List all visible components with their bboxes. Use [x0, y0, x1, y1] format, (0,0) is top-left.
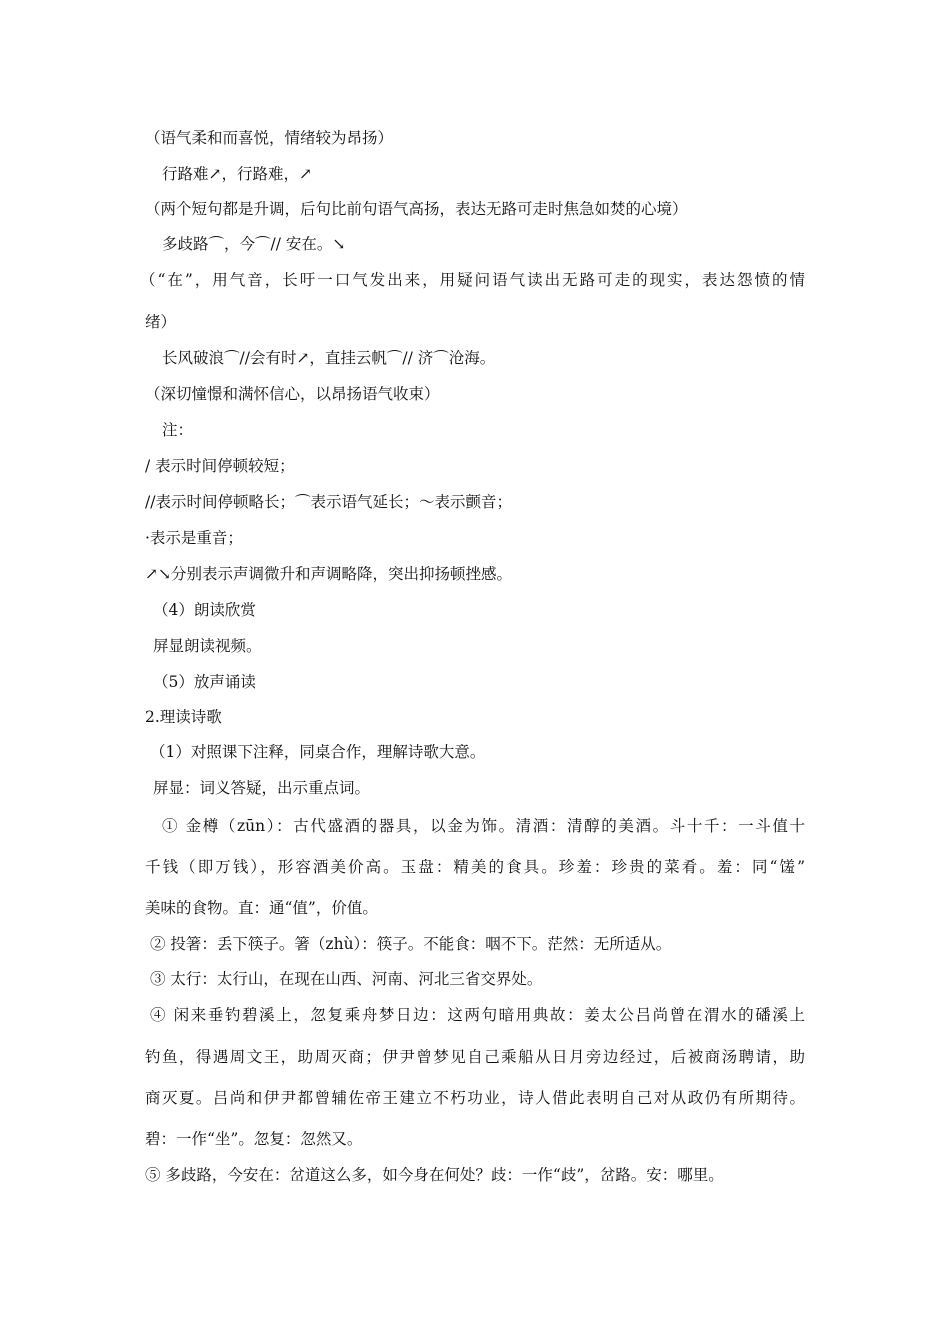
text-line-14: （4）朗读欣赏 [153, 601, 256, 619]
text-line-17: 2.理读诗歌 [145, 708, 222, 726]
text-line-22: 美味的食物。直：通“值”，价值。 [145, 899, 378, 917]
text-line-23: ② 投箸：丢下筷子。箸（zhù）：筷子。不能食：咽不下。茫然：无所适从。 [150, 935, 672, 953]
text-line-29: ⑤ 多歧路，今安在：岔道这么多，如今身在何处？歧：一作“歧”，岔路。安：哪里。 [145, 1166, 724, 1184]
text-line-21: 千钱（即万钱），形容酒美价高。玉盘：精美的食具。珍羞：珍贵的菜肴。羞：同“馐” [145, 858, 805, 876]
text-line-16: （5）放声诵读 [153, 673, 256, 691]
text-line-10: / 表示时间停顿较短； [145, 457, 295, 475]
text-line-28: 碧：一作“坐”。忽复：忽然又。 [145, 1130, 363, 1148]
text-line-18: （1）对照课下注释，同桌合作，理解诗歌大意。 [150, 743, 486, 761]
text-line-1: （语气柔和而喜悦，情绪较为昂扬） [145, 129, 394, 147]
text-line-4: 多歧路⌒，今⌒// 安在。↘ [162, 235, 346, 253]
text-line-20: ① 金樽（zūn）：古代盛酒的器具，以金为饰。清酒：清醇的美酒。斗十千：一斗值十 [162, 817, 805, 835]
text-line-6: 绪） [145, 313, 177, 331]
text-line-3: （两个短句都是升调，后句比前句语气高扬，表达无路可走时焦急如焚的心境） [145, 200, 688, 218]
text-line-8: （深切憧憬和满怀信心，以昂扬语气收束） [145, 385, 440, 403]
text-line-15: 屏显朗读视频。 [153, 637, 262, 655]
text-line-13: ↗↘分别表示声调微升和声调略降，突出抑扬顿挫感。 [145, 565, 512, 583]
text-line-27: 商灭夏。吕尚和伊尹都曾辅佐帝王建立不朽功业，诗人借此表明自己对从政仍有所期待。 [145, 1089, 805, 1107]
text-line-7: 长风破浪⌒//会有时↗，直挂云帆⌒// 济⌒沧海。 [162, 349, 496, 367]
text-line-11: //表示时间停顿略长；⌒表示语气延长；～表示颤音； [145, 493, 512, 511]
text-line-19: 屏显：词义答疑，出示重点词。 [153, 779, 371, 797]
text-line-5: （“在”，用气音，长吁一口气发出来，用疑问语气读出无路可走的现实，表达怨愤的情 [140, 271, 805, 289]
text-line-9: 注： [162, 421, 194, 439]
text-line-12: ·表示是重音； [145, 529, 243, 547]
text-line-25: ④ 闲来垂钓碧溪上，忽复乘舟梦日边：这两句暗用典故：姜太公吕尚曾在渭水的磻溪上 [150, 1006, 805, 1024]
text-line-24: ③ 太行：太行山，在现在山西、河南、河北三省交界处。 [150, 970, 543, 988]
text-line-26: 钓鱼，得遇周文王，助周灭商；伊尹曾梦见自己乘船从日月旁边经过，后被商汤聘请，助 [145, 1048, 805, 1066]
text-line-2: 行路难↗，行路难，↗ [162, 165, 312, 183]
